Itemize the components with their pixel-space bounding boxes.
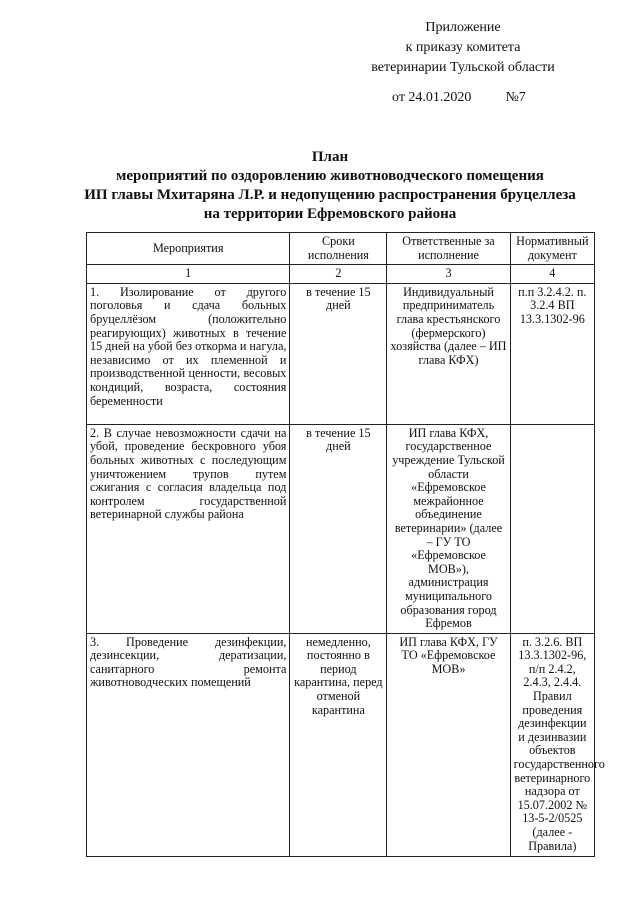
term-cell: в течение 15 дней: [290, 283, 387, 424]
order-date: от 24.01.2020: [392, 90, 472, 105]
document-cell: п. 3.2.6. ВП 13.3.1302-96, п/п 2.4.2, 2.4.3, 2.4.4. Правил проведения дезинфекции и дезинвазии объектов государственного ветеринарного надзора от 15.07.2002 № 13-5-2/0525 (далее - Правила): [510, 633, 594, 856]
term-cell: немедленно, постоянно в период карантина, перед отменой карантина: [290, 633, 387, 856]
title-line-3: ИП главы Мхитаряна Л.Р. и недопущению распространения бруцеллеза: [84, 187, 576, 203]
title-line-4: на территории Ефремовского района: [203, 206, 457, 222]
table-row: [87, 283, 595, 424]
header-measures: Мероприятия: [87, 233, 290, 265]
responsible-cell: ИП глава КФХ, государственное учреждение Тульской области «Ефремовское межрайонное объединение ветеринарии» (далее – ГУ ТО «Ефремовское МОВ»), администрация муниципального образования город Ефремов: [387, 424, 510, 633]
document-cell: [510, 424, 594, 633]
appendix-line-3: ветеринарии Тульской области: [371, 60, 555, 75]
appendix-block: [348, 18, 578, 78]
measure-cell: 1. Изолирование от другого поголовья и сдача больных бруцеллёзом (положительно реагирующих) животных в течение 15 дней на убой без откорма и нагула, независимо от их племенной и производственной ценности, весовых кондиций, возраста, состояния беременности: [87, 283, 290, 424]
term-cell: в течение 15 дней: [290, 424, 387, 633]
table-row: [87, 424, 595, 633]
order-number: №7: [505, 90, 526, 105]
appendix-line-1: Приложение: [425, 20, 501, 35]
header-terms: Сроки исполнения: [290, 233, 387, 265]
column-number-3: 3: [387, 265, 510, 284]
responsible-cell: Индивидуальный предприниматель глава крестьянского (фермерского) хозяйства (далее – ИП глава КФХ): [387, 283, 510, 424]
header-responsible: Ответственные за исполнение: [387, 233, 510, 265]
measure-cell: 3. Проведение дезинфекции, дезинсекции, дератизации, санитарного ремонта животноводческих помещений: [87, 633, 290, 856]
document-cell: п.п 3.2.4.2. п. 3.2.4 ВП 13.3.1302-96: [510, 283, 594, 424]
measure-cell: 2. В случае невозможности сдачи на убой, проведение бескровного убоя больных животных с последующим уничтожением трупов путем сжигания с согласия владельца под контролем государственной ветеринарной службы района: [87, 424, 290, 633]
column-number-row: [87, 265, 595, 284]
column-number-4: 4: [510, 265, 594, 284]
responsible-cell: ИП глава КФХ, ГУ ТО «Ефремовское МОВ»: [387, 633, 510, 856]
column-number-2: 2: [290, 265, 387, 284]
table-header-row: [87, 233, 595, 265]
appendix-line-2: к приказу комитета: [405, 40, 521, 55]
plan-table: [86, 232, 605, 857]
document-title: [60, 148, 600, 224]
title-line-1: План: [311, 149, 349, 165]
column-number-1: 1: [87, 265, 290, 284]
order-reference: [392, 90, 526, 106]
title-line-2: мероприятий по оздоровлению животноводческого помещения: [116, 168, 544, 184]
header-document: Нормативный документ: [510, 233, 594, 265]
table-row: [87, 633, 595, 856]
